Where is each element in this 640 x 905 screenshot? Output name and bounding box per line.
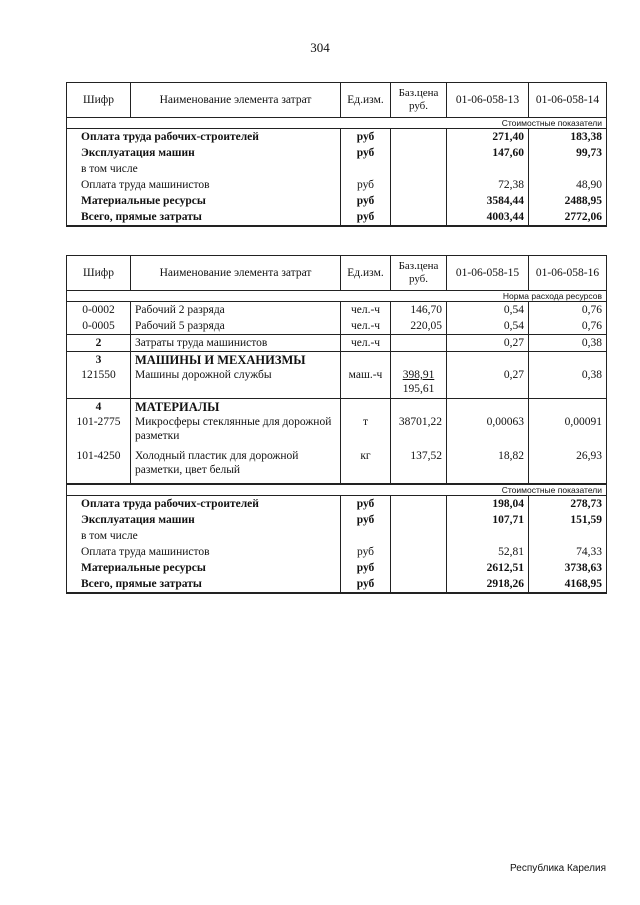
row-name: Холодный пластик для дорожной разметки, цвет белый [131, 449, 341, 484]
cost-row-name: Эксплуатация машин [67, 145, 341, 161]
header-base-price: Баз.цена руб. [391, 256, 447, 291]
row-code: 101-4250 [67, 449, 131, 484]
cost-row-value-b: 48,90 [529, 177, 607, 193]
cost-row-price [391, 544, 447, 560]
cost-row-value-b: 151,59 [529, 512, 607, 528]
row-unit: чел.-ч [341, 302, 391, 319]
row-value-a: 18,82 [447, 449, 529, 484]
cost-row-value-b: 4168,95 [529, 576, 607, 593]
cost-row-value-b: 3738,63 [529, 560, 607, 576]
section-code: 4 [67, 399, 131, 416]
row-price: 220,05 [391, 318, 447, 335]
cost-row-value-b: 183,38 [529, 129, 607, 146]
cost-row-value-a: 4003,44 [447, 209, 529, 226]
cost-row-value-a: 2918,26 [447, 576, 529, 593]
table-header-row [67, 256, 607, 291]
cost-row-price [391, 193, 447, 209]
row-name: Рабочий 2 разряда [131, 302, 341, 319]
cost-row-unit: руб [341, 193, 391, 209]
cost-row-price [391, 209, 447, 226]
row-price-secondary: 195,61 [402, 383, 435, 395]
cost-row-name: Материальные ресурсы [67, 560, 341, 576]
cost-row [67, 528, 607, 544]
cost-row [67, 576, 607, 593]
table-row [67, 449, 607, 484]
cost-rows [67, 129, 607, 227]
row-value-b: 0,00091 [529, 415, 607, 449]
cost-row-unit: руб [341, 129, 391, 146]
header-code: Шифр [67, 256, 131, 291]
row-price: 137,52 [391, 449, 447, 484]
cost-row [67, 512, 607, 528]
cost-row-price [391, 576, 447, 593]
cost-row-name: в том числе [67, 528, 341, 544]
header-base-price: Баз.цена руб. [391, 83, 447, 118]
section-row-machines [67, 352, 607, 369]
resource-caption: Норма расхода ресурсов [67, 291, 607, 302]
cost-row [67, 129, 607, 146]
cost-row-unit: руб [341, 496, 391, 513]
resource-caption-row [67, 291, 607, 302]
row-code: 2 [67, 335, 131, 352]
header-col-a: 01-06-058-13 [447, 83, 529, 118]
cost-row-unit [341, 528, 391, 544]
cost-row-price [391, 145, 447, 161]
table-row [67, 368, 607, 399]
row-value-b: 26,93 [529, 449, 607, 484]
row-value-a: 0,54 [447, 318, 529, 335]
footer-region: Республика Карелия [510, 863, 606, 874]
row-price: 398,91 [402, 369, 435, 381]
row-name: Машины дорожной службы [131, 368, 341, 399]
cost-row-name: Эксплуатация машин [67, 512, 341, 528]
cost-table-1 [66, 82, 607, 227]
row-price: 146,70 [391, 302, 447, 319]
row-value-b: 0,76 [529, 318, 607, 335]
cost-row-unit: руб [341, 512, 391, 528]
row-unit: т [341, 415, 391, 449]
cost-row-value-a: 147,60 [447, 145, 529, 161]
cost-row-unit: руб [341, 576, 391, 593]
section-title: МАШИНЫ И МЕХАНИЗМЫ [131, 352, 341, 369]
cost-row-price [391, 496, 447, 513]
header-code: Шифр [67, 83, 131, 118]
cost-row [67, 177, 607, 193]
cost-row-value-b: 2488,95 [529, 193, 607, 209]
cost-row-value-a: 198,04 [447, 496, 529, 513]
row-value-a: 0,00063 [447, 415, 529, 449]
row-price [391, 335, 447, 352]
row-name: Затраты труда машинистов [131, 335, 341, 352]
cost-row-name: Оплата труда рабочих-строителей [67, 496, 341, 513]
cost-row [67, 496, 607, 513]
row-value-b: 0,38 [529, 335, 607, 352]
row-code: 0-0005 [67, 318, 131, 335]
cost-row-name: Оплата труда рабочих-строителей [67, 129, 341, 146]
row-value-b: 0,38 [529, 368, 607, 399]
cost-caption: Стоимостные показатели [67, 118, 607, 129]
row-value-a: 0,27 [447, 335, 529, 352]
row-unit: маш.-ч [341, 368, 391, 399]
row-value-b: 0,76 [529, 302, 607, 319]
section-code: 3 [67, 352, 131, 369]
row-unit: чел.-ч [341, 318, 391, 335]
cost-row-name: Всего, прямые затраты [67, 576, 341, 593]
row-name: Рабочий 5 разряда [131, 318, 341, 335]
cost-caption-row [67, 118, 607, 129]
cost-row-value-a: 3584,44 [447, 193, 529, 209]
cost-row-value-a: 107,71 [447, 512, 529, 528]
cost-rows [67, 496, 607, 594]
row-code: 0-0002 [67, 302, 131, 319]
table-row [67, 302, 607, 319]
header-col-a: 01-06-058-15 [447, 256, 529, 291]
cost-row-price [391, 129, 447, 146]
row-value-a: 0,54 [447, 302, 529, 319]
cost-row-value-b [529, 161, 607, 177]
cost-row-value-a: 2612,51 [447, 560, 529, 576]
cost-caption-row [67, 484, 607, 496]
section-row-materials [67, 399, 607, 416]
cost-row-name: Оплата труда машинистов [67, 177, 341, 193]
header-unit: Ед.изм. [341, 83, 391, 118]
cost-row-value-a: 271,40 [447, 129, 529, 146]
header-name: Наименование элемента затрат [131, 83, 341, 118]
cost-row-unit: руб [341, 560, 391, 576]
cost-row [67, 193, 607, 209]
cost-row-unit: руб [341, 177, 391, 193]
cost-row-value-a: 52,81 [447, 544, 529, 560]
row-value-a: 0,27 [447, 368, 529, 399]
cost-caption: Стоимостные показатели [67, 484, 607, 496]
cost-row [67, 544, 607, 560]
cost-row-value-a [447, 528, 529, 544]
cost-row-unit [341, 161, 391, 177]
cost-row-price [391, 528, 447, 544]
cost-row [67, 560, 607, 576]
row-code: 121550 [67, 368, 131, 399]
cost-row-value-b [529, 528, 607, 544]
page-number: 304 [310, 40, 330, 55]
cost-row-name: Материальные ресурсы [67, 193, 341, 209]
section-title: МАТЕРИАЛЫ [131, 399, 341, 416]
cost-row-value-b: 99,73 [529, 145, 607, 161]
cost-row-name: в том числе [67, 161, 341, 177]
table-row [67, 318, 607, 335]
header-col-b: 01-06-058-14 [529, 83, 607, 118]
header-unit: Ед.изм. [341, 256, 391, 291]
header-name: Наименование элемента затрат [131, 256, 341, 291]
cost-row [67, 209, 607, 226]
table-header-row [67, 83, 607, 118]
row-unit: кг [341, 449, 391, 484]
table-row [67, 415, 607, 449]
cost-row-unit: руб [341, 544, 391, 560]
cost-row-name: Оплата труда машинистов [67, 544, 341, 560]
cost-row-value-a: 72,38 [447, 177, 529, 193]
cost-row-value-b: 74,33 [529, 544, 607, 560]
row-code: 101-2775 [67, 415, 131, 449]
cost-row [67, 161, 607, 177]
row-price: 38701,22 [391, 415, 447, 449]
cost-row-price [391, 560, 447, 576]
table-row [67, 335, 607, 352]
cost-row-unit: руб [341, 209, 391, 226]
cost-row-price [391, 177, 447, 193]
header-col-b: 01-06-058-16 [529, 256, 607, 291]
cost-row-value-b: 278,73 [529, 496, 607, 513]
row-name: Микросферы стеклянные для дорожной разметки [131, 415, 341, 449]
cost-row-value-a [447, 161, 529, 177]
cost-row-price [391, 161, 447, 177]
row-unit: чел.-ч [341, 335, 391, 352]
cost-row-price [391, 512, 447, 528]
cost-row [67, 145, 607, 161]
cost-table-2 [66, 255, 607, 594]
cost-row-value-b: 2772,06 [529, 209, 607, 226]
cost-row-unit: руб [341, 145, 391, 161]
cost-row-name: Всего, прямые затраты [67, 209, 341, 226]
